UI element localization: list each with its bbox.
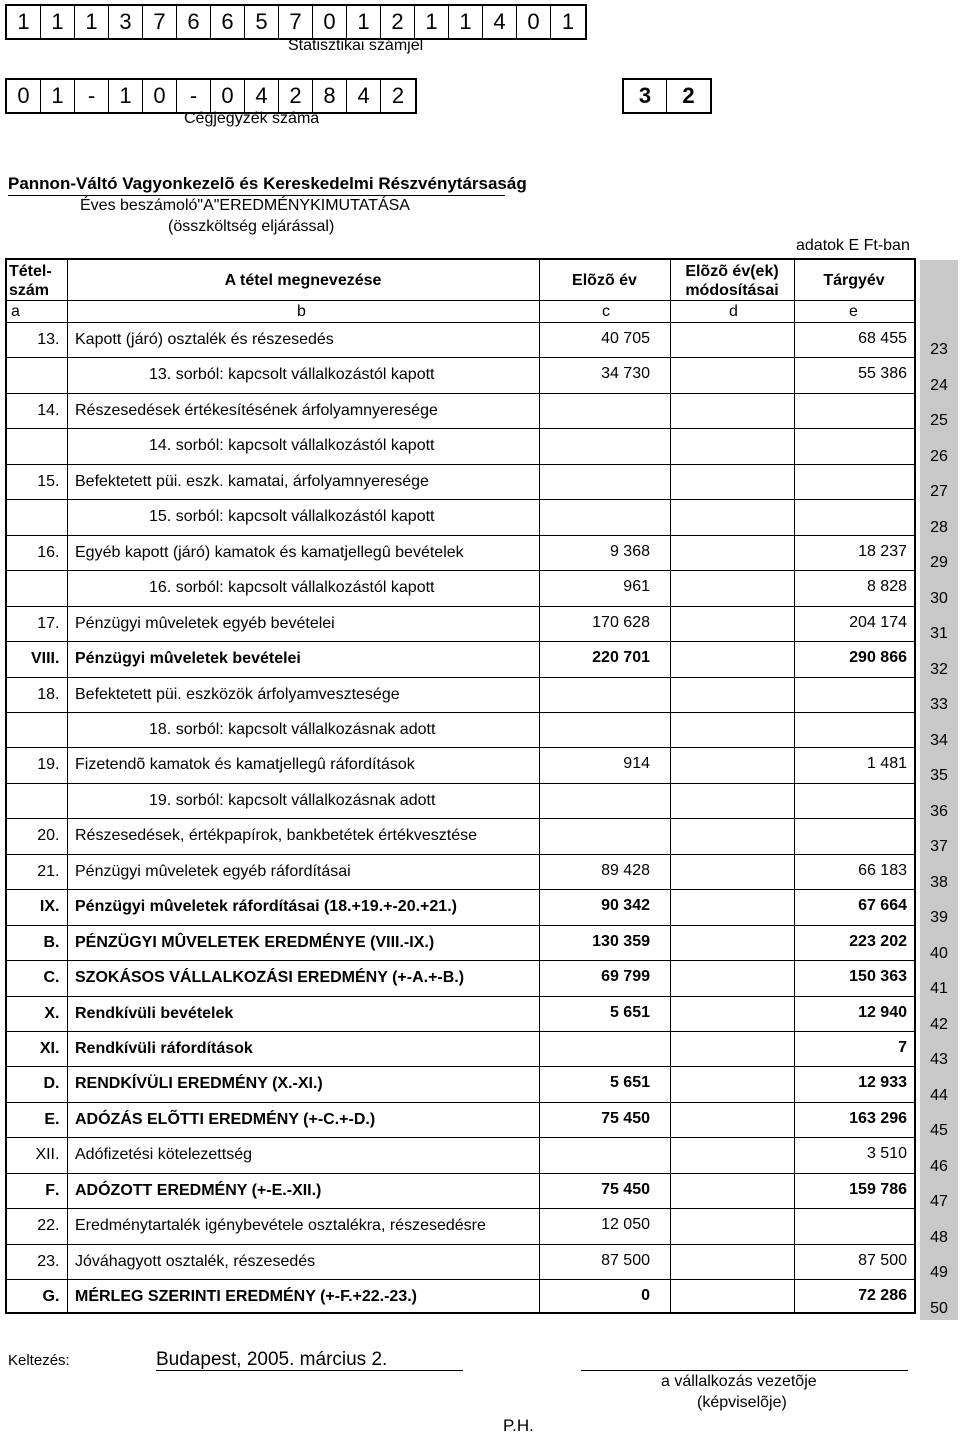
side-row-number: 37 [930,838,948,855]
side-row-number: 45 [930,1122,948,1139]
row-name: Jóváhagyott osztalék, részesedés [75,1252,316,1270]
col-letter-d: d [729,303,738,320]
units-label: adatok E Ft-ban [796,237,910,254]
table-row [7,925,914,960]
row-current-year: 72 286 [858,1287,907,1305]
row-number: 15 [37,472,55,490]
table-row [7,747,914,782]
row-number-dot: . [55,1075,60,1093]
table-row [7,1031,914,1066]
side-row-number: 27 [930,483,948,500]
row-current-year: 3 510 [866,1145,907,1163]
stat_code.digits-digit: 1 [7,6,41,38]
row-number: B [43,933,55,951]
row-number: 18 [37,685,55,703]
side-row-number: 31 [930,625,948,642]
side-row-number: 50 [930,1299,948,1317]
stat_code.digits-digit: 4 [483,6,517,38]
header-name: A tétel megnevezése [224,272,382,289]
stamp-label: P.H. [503,1416,534,1435]
row-previous-year: 5 651 [609,1074,650,1092]
row-number: F [45,1181,55,1199]
row-name: Pénzügyi mûveletek bevételei [75,650,301,668]
row-current-year: 159 786 [849,1180,907,1198]
row-number-dot: . [55,862,60,880]
side-row-number: 39 [930,909,948,926]
report-subtitle: (összköltség eljárással) [168,218,335,235]
row-current-year: 18 237 [858,542,907,560]
row-previous-year: 40 705 [601,330,650,347]
table-row [7,1173,914,1208]
row-previous-year: 89 428 [601,861,650,879]
row-name: Pénzügyi mûveletek egyéb bevételei [75,614,335,632]
side-row-number: 38 [930,873,948,891]
side-row-number: 40 [930,944,948,962]
reg-number-boxes [5,78,417,114]
row-previous-year: 0 [641,1287,650,1305]
row-name: 14. sorból: kapcsolt vállalkozástól kapott [149,437,435,455]
row-number-dot: . [55,1040,60,1057]
table-row [7,570,914,605]
row-name: Adófizetési kötelezettség [75,1146,252,1164]
row-current-year: 67 664 [858,897,907,915]
side-row-number: 49 [930,1264,948,1281]
row-number-dot: . [55,543,60,561]
row-previous-year: 130 359 [592,932,650,950]
row-number-dot: . [55,1252,60,1270]
reg_no.digits-digit: 2 [391,83,405,108]
table-row [7,889,914,924]
row-name: Rendkívüli ráfordítások [75,1040,253,1057]
row-number: 23 [37,1252,55,1270]
row-number: 17 [37,614,55,632]
company-name: Pannon-Váltó Vagyonkezelõ és Kereskedelmi Részvénytársaság [8,174,527,193]
row-number: VIII [30,650,55,668]
row-name: Egyéb kapott (járó) kamatok és kamatjellegû bevételek [75,543,464,561]
row-current-year: 12 940 [858,1003,907,1021]
row-name: SZOKÁSOS VÁLLALKOZÁSI EREDMÉNY (+-A.+-B.) [75,969,465,987]
stat_code.digits-digit: 1 [347,6,381,38]
row-number-dot: . [55,898,60,916]
row-current-year: 223 202 [849,932,907,950]
row-name: 18. sorból: kapcsolt vállalkozásnak adott [149,720,436,738]
table-row [7,1066,914,1101]
row-name: 19. sorból: kapcsolt vállalkozásnak adott [149,791,436,809]
table-row [7,854,914,889]
row-name: ADÓZÁS ELÕTTI EREDMÉNY (+-C.+-D.) [75,1110,376,1128]
reg_no.digits-digit: 1 [41,80,75,112]
stat_code.digits-digit: 7 [143,6,177,38]
row-current-year: 68 455 [858,330,907,347]
row-number: D [43,1075,55,1093]
row-number: 20 [37,827,55,845]
row-current-year: 150 363 [849,968,907,986]
side-row-number: 32 [930,660,948,678]
date-line [156,1370,463,1371]
row-number-dot: . [55,401,60,419]
row-current-year: 290 866 [849,649,907,667]
row-name: Befektetett püi. eszk. kamatai, árfolyamnyeresége [75,472,429,490]
row-current-year: 204 174 [849,613,907,631]
reg-extra-boxes [622,78,712,114]
row-number: IX [39,898,55,916]
table-row [7,712,914,747]
side-row-number: 35 [930,767,948,784]
reg_no.digits-digit: 0 [211,80,245,112]
row-previous-year: 220 701 [592,649,650,667]
stat-code-label: Statisztikai számjel [288,37,424,54]
header-tetel-line2: szám [9,282,50,299]
row-previous-year: 75 450 [601,1109,650,1127]
side-row-number: 25 [930,412,948,429]
side-row-number: 41 [930,980,948,997]
stat_code.digits-digit: 0 [313,6,347,38]
header-prev: Elõzõ év [572,272,637,289]
table-row [7,1244,914,1279]
side-row-number: 26 [930,447,948,465]
table-row [7,1279,914,1314]
date-value: Budapest, 2005. március 2. [156,1349,388,1370]
table-row [7,393,914,428]
row-number-dot: . [55,614,60,632]
table-row [7,783,914,818]
row-name: 13. sorból: kapcsolt vállalkozástól kapott [149,366,435,384]
col-letter-a: a [11,303,20,320]
row-previous-year: 961 [623,578,650,596]
side-row-number: 44 [930,1086,948,1104]
header-mod-line2: módosításai [685,282,779,299]
row-number-dot: . [55,1217,60,1235]
side-row-number: 36 [930,802,948,820]
stat_code.digits-digit: 1 [561,9,575,34]
side-row-number: 30 [930,589,948,607]
table-row [7,818,914,853]
row-name: Kapott (járó) osztalék és részesedés [75,331,334,348]
signature-line [581,1370,908,1371]
row-number: XI [39,1040,55,1057]
reg_extra-digit: 3 [624,80,667,112]
row-current-year: 55 386 [858,365,907,383]
row-previous-year: 90 342 [601,897,650,915]
signature-label: a vállalkozás vezetõje [661,1373,817,1390]
table-row [7,535,914,570]
row-previous-year: 9 368 [609,542,650,560]
side-row-number: 28 [930,518,948,536]
row-number-dot: . [55,331,60,348]
row-number: 16 [37,543,55,561]
row-current-year: 8 828 [866,578,907,596]
side-row-number: 24 [930,376,948,394]
date-label: Keltezés: [8,1352,70,1369]
reg_no.digits-digit: 2 [279,80,313,112]
row-number-dot: . [55,756,60,774]
row-name: Fizetendõ kamatok és kamatjellegû ráfordítások [75,756,415,774]
col-letter-b: b [297,303,306,320]
side-row-number: 47 [930,1193,948,1210]
row-number-dot: . [55,933,60,951]
side-row-number: 48 [930,1228,948,1246]
row-number: 22 [37,1217,55,1235]
stat_code.digits-digit: 5 [245,6,279,38]
table-row [7,960,914,995]
stat_code.digits-digit: 1 [415,6,449,38]
row-number: 21 [37,862,55,880]
row-current-year: 12 933 [858,1074,907,1092]
table-row [7,322,914,357]
reg_extra-digit: 2 [682,83,695,108]
signature-sublabel: (képviselõje) [697,1394,787,1411]
row-current-year: 1 481 [866,755,907,773]
row-name: Rendkívüli bevételek [75,1004,234,1022]
side-row-number: 29 [930,554,948,571]
row-name: Pénzügyi mûveletek ráfordításai (18.+19.+-20.+21.) [75,898,457,916]
row-name: ADÓZOTT EREDMÉNY (+-E.-XII.) [75,1181,322,1199]
row-name: 15. sorból: kapcsolt vállalkozástól kapott [149,508,435,526]
reg_no.digits-digit: 8 [313,80,347,112]
row-current-year: 66 183 [858,861,907,879]
stat_code.digits-digit: 2 [381,6,415,38]
header-mod-line1: Elõzõ év(ek) [685,263,779,280]
side-row-number: 46 [930,1157,948,1175]
table-row [7,1137,914,1172]
row-name: MÉRLEG SZERINTI EREDMÉNY (+-F.+22.-23.) [75,1288,417,1306]
reg_no.digits-digit: - [177,80,211,112]
table-row [7,428,914,463]
row-name: Részesedések, értékpapírok, bankbetétek értékvesztése [75,827,477,845]
row-number-dot: . [55,1181,60,1199]
table-row [7,464,914,499]
row-number-dot: . [55,472,60,490]
side-row-number: 23 [930,341,948,358]
row-number-dot: . [55,650,60,668]
row-name: Befektetett püi. eszközök árfolyamvesztesége [75,685,400,703]
row-current-year: 7 [898,1039,907,1056]
table-row [7,641,914,676]
row-previous-year: 5 651 [609,1003,650,1021]
header-mod [670,262,794,300]
stat-code-boxes [5,4,587,40]
row-current-year: 163 296 [849,1109,907,1127]
side-row-number: 33 [930,696,948,713]
reg_no.digits-digit: 4 [347,80,381,112]
row-name: PÉNZÜGYI MÛVELETEK EREDMÉNYE (VIII.-IX.) [75,933,435,951]
row-number: G [42,1288,55,1306]
row-name: Részesedések értékesítésének árfolyamnyeresége [75,401,438,419]
table-row [7,677,914,712]
table-row [7,357,914,392]
row-number: 14 [37,401,55,419]
stat_code.digits-digit: 1 [75,6,109,38]
row-number: 13 [37,331,55,348]
stat_code.digits-digit: 1 [41,6,75,38]
col-letter-e: e [849,303,858,320]
reg_no.digits-digit: 0 [7,80,41,112]
header-tetel [9,262,52,300]
stat_code.digits-digit: 1 [449,6,483,38]
row-previous-year: 12 050 [601,1216,650,1234]
table-row [7,499,914,534]
header-tetel-line1: Tétel- [9,263,52,280]
stat_code.digits-digit: 3 [109,6,143,38]
row-previous-year: 34 730 [601,365,650,383]
row-number: XII [35,1146,55,1164]
row-number-dot: . [55,1110,60,1128]
stat_code.digits-digit: 6 [177,6,211,38]
row-name: 16. sorból: kapcsolt vállalkozástól kapott [149,579,435,597]
row-current-year: 87 500 [858,1251,907,1269]
row-number: 19 [37,756,55,774]
reg_no.digits-digit: 0 [143,80,177,112]
row-previous-year: 69 799 [601,968,650,986]
row-number: E [44,1110,55,1128]
reg-number-label: Cégjegyzék száma [184,110,320,127]
row-name: Pénzügyi mûveletek egyéb ráfordításai [75,862,351,880]
stat_code.digits-digit: 0 [517,6,551,38]
side-row-number: 43 [930,1051,948,1068]
side-row-number: 34 [930,731,948,749]
row-number-dot: . [55,1004,60,1022]
stat_code.digits-digit: 6 [211,6,245,38]
stat_code.digits-digit: 7 [279,6,313,38]
row-previous-year: 75 450 [601,1180,650,1198]
row-number: X [44,1004,55,1022]
table-row [7,996,914,1031]
row-name: Eredménytartalék igénybevétele osztalékra, részesedésre [75,1217,486,1235]
row-previous-year: 87 500 [601,1251,650,1269]
reg_no.digits-digit: 4 [245,80,279,112]
income-statement-table [5,258,916,1314]
row-number-dot: . [55,685,60,703]
letter-row [7,300,914,322]
side-row-number: 42 [930,1015,948,1033]
report-title: Éves beszámoló"A"EREDMÉNYKIMUTATÁSA [80,197,410,214]
table-row [7,606,914,641]
table-row [7,1208,914,1243]
table-row [7,1102,914,1137]
row-name: RENDKÍVÜLI EREDMÉNY (X.-XI.) [75,1075,323,1093]
title-underline [8,195,505,196]
row-number-dot: . [55,827,60,845]
col-letter-c: c [602,303,610,320]
row-number-dot: . [55,1146,60,1164]
reg_no.digits-digit: 1 [109,80,143,112]
header-cur: Tárgyév [823,272,885,289]
reg_no.digits-digit: - [75,80,109,112]
row-previous-year: 170 628 [592,613,650,631]
row-number: C [43,969,55,987]
row-number-dot: . [55,969,60,987]
row-previous-year: 914 [623,755,650,773]
row-number-dot: . [55,1288,60,1306]
